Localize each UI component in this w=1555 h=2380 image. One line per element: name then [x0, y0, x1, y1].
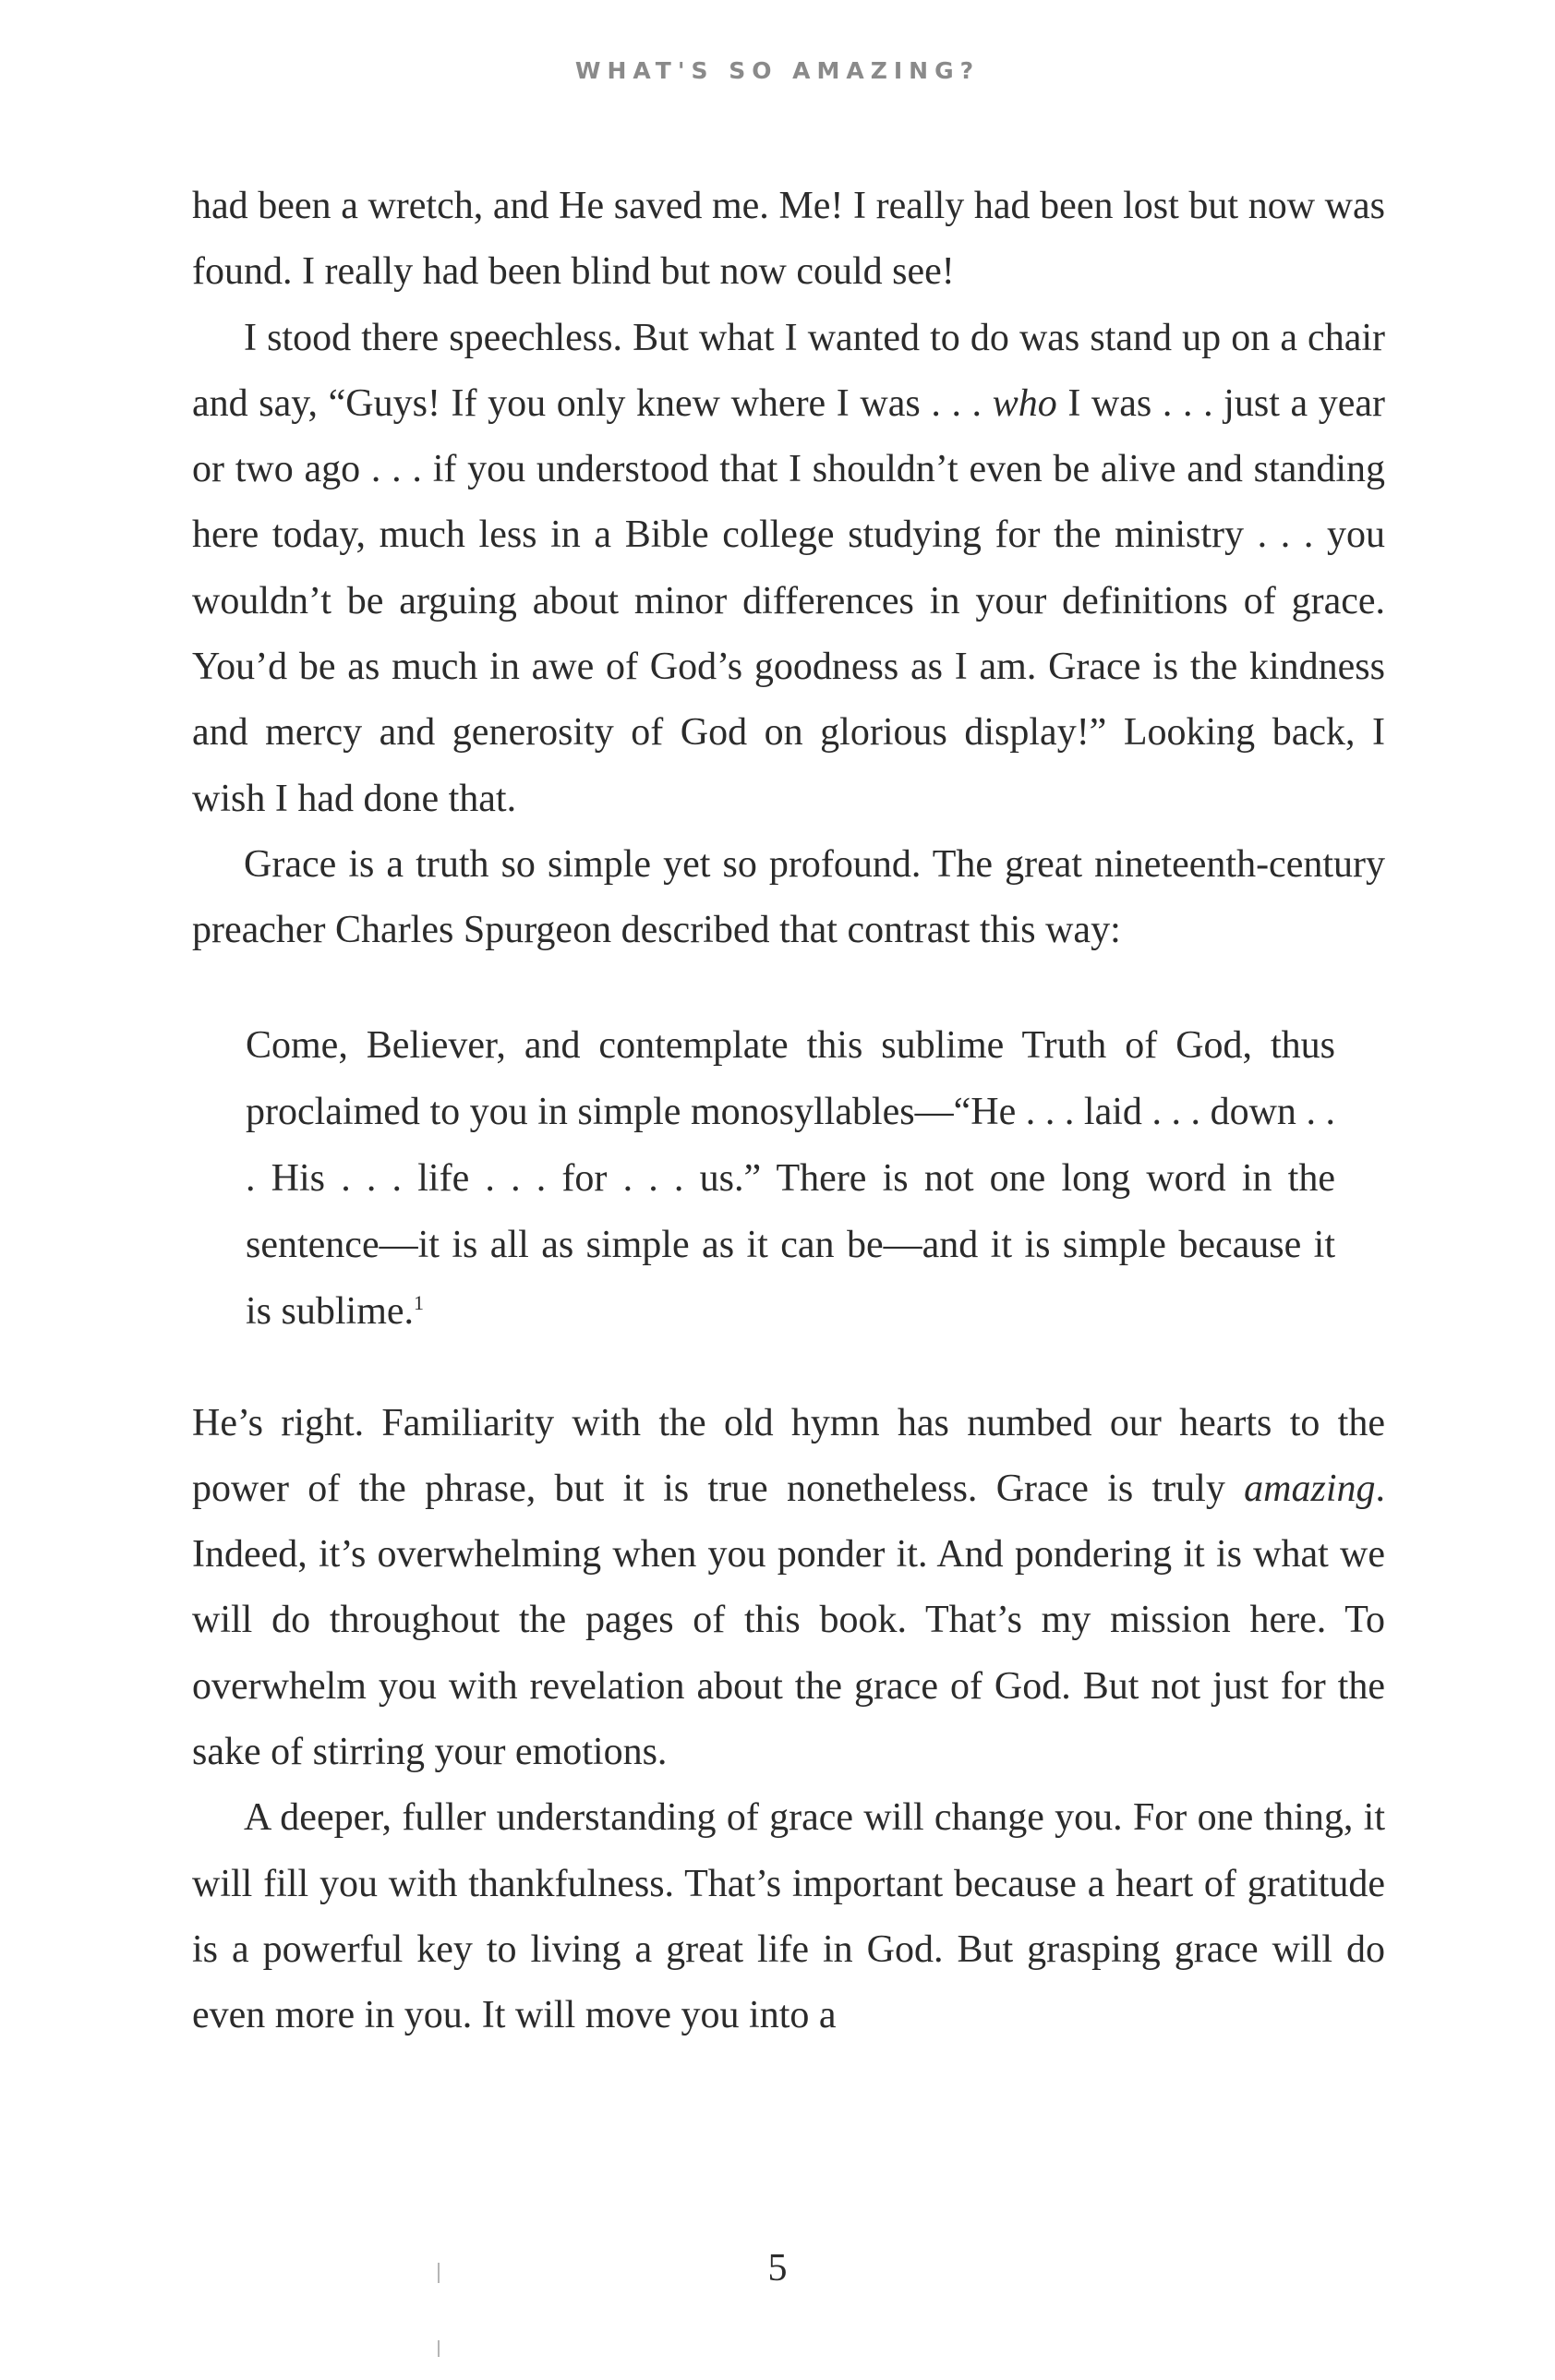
running-head: WHAT'S SO AMAZING? — [574, 57, 981, 84]
quote-text: Come, Believer, and contemplate this sublime Truth of God, thus proclaimed to you in simple monosyllables—“He . . . laid . . . down . . . His . . . life . . . for . . . us.” There is not one long word in the sentence—it is all as simple as it can be—and it is simple because it is sublime. — [246, 1023, 1335, 1333]
emphasis-who: who — [992, 381, 1057, 425]
body-text — [192, 174, 1385, 2049]
paragraph-hes-right — [192, 1391, 1385, 1786]
spurgeon-block-quote — [246, 1012, 1335, 1345]
text-run: He’s right. Familiarity with the old hymn has numbed our hearts to the power of the phrase, but it is true nonetheless. Grace is truly — [192, 1401, 1385, 1510]
footnote-marker: 1 — [414, 1290, 425, 1314]
text-run: I was . . . just a year or two ago . . . if you understood that I shouldn’t even be alive and standing here today, much less in a Bible college studying for the ministry . . . you wouldn’t be arguing about minor differences in your definitions of grace. You’d be as much in awe of God’s goodness as I am. Grace is the kindness and mercy and generosity of God on glorious display!” Looking back, I wish I had done that. — [192, 381, 1385, 820]
paragraph-deeper-understanding: A deeper, fuller understanding of grace will change you. For one thing, it will fill you with thankfulness. That’s important because a heart of gratitude is a powerful key to living a great life in God. But grasping grace will do even more in you. It will move you into a — [192, 1796, 1385, 2037]
text-run: I stood there speechless. But what I wanted to do was stand up on a chair and say, “Guys! If you only knew where I was . . . — [192, 316, 1385, 425]
page-number: 5 — [767, 2247, 788, 2289]
text-run: . Indeed, it’s overwhelming when you ponder it. And pondering it is what we will do throughout the pages of this book. That’s my mission here. To overwhelm you with revelation about the grace of God. But not just for the sake of stirring your emotions. — [192, 1467, 1385, 1774]
emphasis-amazing: amazing — [1244, 1467, 1376, 1510]
paragraph-continuation: had been a wretch, and He saved me. Me! I really had been lost but now was found. I really had been blind but now could see! — [192, 185, 1385, 294]
paragraph-speechless — [192, 306, 1385, 832]
gutter-mark — [438, 2340, 440, 2357]
paragraph-grace-truth: Grace is a truth so simple yet so profound. The great nineteenth-century preacher Charles Spurgeon described that contrast this way: — [192, 842, 1385, 952]
